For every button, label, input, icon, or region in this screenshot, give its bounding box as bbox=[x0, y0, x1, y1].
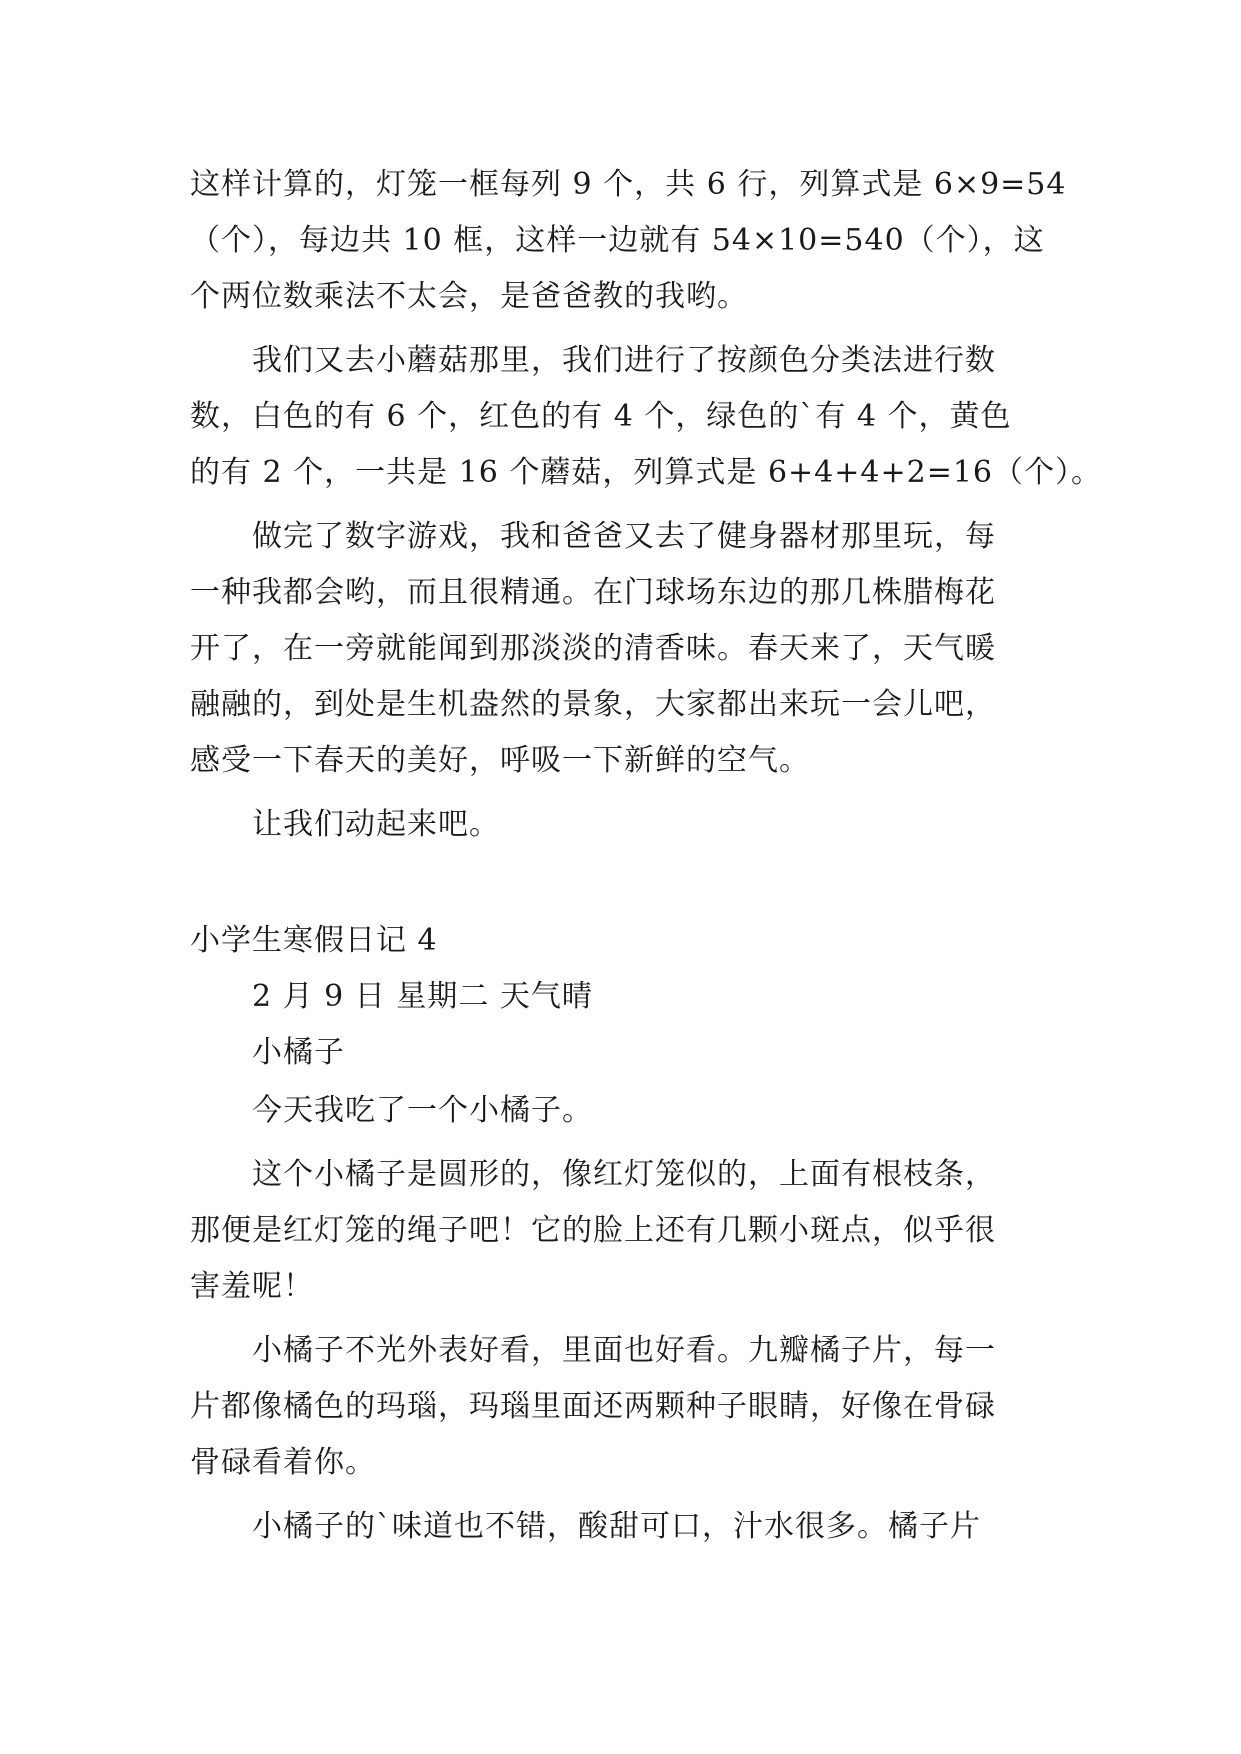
text-line: 小橘子不光外表好看，里面也好看。九瓣橘子片，每一 bbox=[252, 1333, 996, 1368]
text-line: 这个小橘子是圆形的，像红灯笼似的，上面有根枝条， bbox=[252, 1157, 996, 1192]
text-line: 一种我都会哟，而且很精通。在门球场东边的那几株腊梅花 bbox=[190, 575, 996, 610]
text-line: 数，白色的有 6 个，红色的有 4 个，绿色的`有 4 个，黄色 bbox=[190, 399, 1012, 434]
text-line: 的有 2 个，一共是 16 个蘑菇，列算式是 6+4+4+2=16（个）。 bbox=[190, 455, 1103, 490]
text-line: 那便是红灯笼的绳子吧！它的脸上还有几颗小斑点，似乎很 bbox=[190, 1213, 996, 1248]
text-line: 个两位数乘法不太会，是爸爸教的我哟。 bbox=[190, 279, 748, 314]
text-line: 骨碌看着你。 bbox=[190, 1445, 376, 1480]
text-line: 这样计算的，灯笼一框每列 9 个，共 6 行，列算式是 6×9=54 bbox=[190, 167, 1067, 202]
text-line: 害羞呢！ bbox=[190, 1269, 314, 1304]
text-line: 小橘子的`味道也不错，酸甜可口，汁水很多。橘子片 bbox=[252, 1509, 981, 1544]
text-line: 感受一下春天的美好，呼吸一下新鲜的空气。 bbox=[190, 743, 810, 778]
text-line: 让我们动起来吧。 bbox=[252, 807, 500, 842]
text-line: 开了，在一旁就能闻到那淡淡的清香味。春天来了，天气暖 bbox=[190, 631, 996, 666]
text-line: 片都像橘色的玛瑙，玛瑙里面还两颗种子眼睛，好像在骨碌 bbox=[190, 1389, 996, 1424]
date-line: 2 月 9 日 星期二 天气晴 bbox=[252, 979, 593, 1014]
section-heading: 小学生寒假日记 4 bbox=[190, 923, 438, 958]
diary-title: 小橘子 bbox=[252, 1035, 345, 1070]
text-line: 融融的，到处是生机盎然的景象，大家都出来玩一会儿吧， bbox=[190, 687, 996, 722]
text-line: 今天我吃了一个小橘子。 bbox=[252, 1093, 593, 1128]
text-line: （个），每边共 10 框，这样一边就有 54×10=540（个），这 bbox=[190, 223, 1045, 258]
text-line: 我们又去小蘑菇那里，我们进行了按颜色分类法进行数 bbox=[252, 343, 996, 378]
text-line: 做完了数字游戏，我和爸爸又去了健身器材那里玩，每 bbox=[252, 519, 996, 554]
